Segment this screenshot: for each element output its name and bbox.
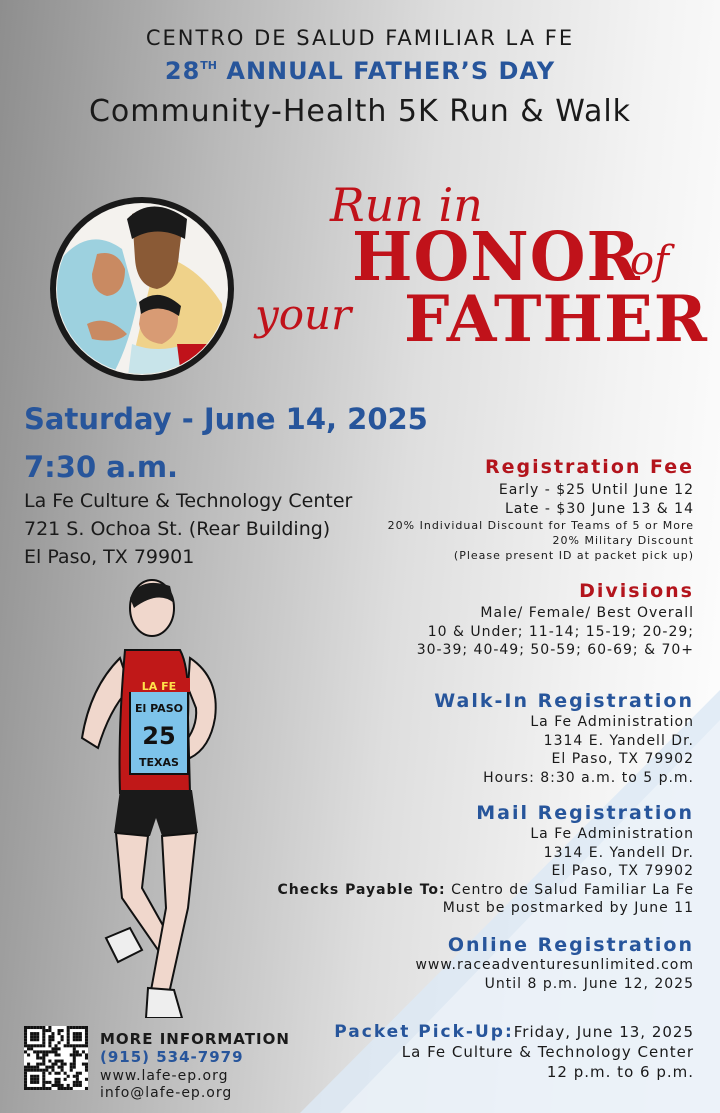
mail-line: La Fe Administration bbox=[530, 826, 694, 842]
packet-header bbox=[334, 1022, 694, 1042]
postmark-line: Must be postmarked by June 11 bbox=[442, 900, 694, 916]
slogan-father: FATHER bbox=[404, 282, 708, 357]
org-name: CENTRO DE SALUD FAMILIAR LA FE bbox=[145, 26, 575, 50]
mail-section bbox=[278, 802, 694, 918]
section-title: Walk-In Registration bbox=[434, 690, 694, 712]
slogan-of: of bbox=[630, 238, 669, 284]
walk-in-line: Hours: 8:30 a.m. to 5 p.m. bbox=[483, 769, 694, 786]
qr-code-icon[interactable] bbox=[24, 1026, 88, 1090]
walk-in-line: 1314 E. Yandell Dr. bbox=[543, 732, 694, 749]
packet-line: La Fe Culture & Technology Center bbox=[401, 1043, 694, 1061]
annual-number: 28 bbox=[164, 57, 201, 85]
event-date: Saturday - June 14, 2025 bbox=[24, 402, 428, 436]
bib-city: El PASO bbox=[135, 702, 183, 715]
event-title: Community-Health 5K Run & Walk bbox=[88, 94, 632, 129]
section-title: Divisions bbox=[579, 580, 694, 602]
checks-payable bbox=[278, 881, 694, 900]
family-emblem-icon bbox=[47, 194, 237, 384]
venue-line: El Paso, TX 79901 bbox=[24, 546, 195, 568]
section-title: Packet Pick-Up: bbox=[334, 1022, 514, 1042]
packet-line: 12 p.m. to 6 p.m. bbox=[546, 1063, 694, 1081]
online-deadline: Until 8 p.m. June 12, 2025 bbox=[484, 975, 694, 992]
registration-fee-section bbox=[388, 456, 694, 563]
online-section bbox=[415, 934, 694, 993]
more-info-title: MORE INFORMATION bbox=[100, 1030, 290, 1048]
event-time: 7:30 a.m. bbox=[24, 450, 179, 484]
online-url[interactable]: www.raceadventuresunlimited.com bbox=[415, 957, 694, 973]
divisions-section bbox=[417, 580, 694, 660]
bib-number: 25 bbox=[142, 722, 176, 750]
venue-line: 721 S. Ochoa St. (Rear Building) bbox=[24, 518, 331, 540]
annual-title bbox=[0, 57, 720, 85]
fee-line: Early - $25 Until June 12 bbox=[498, 482, 694, 498]
mail-line: 1314 E. Yandell Dr. bbox=[543, 844, 694, 861]
walk-in-line: El Paso, TX 79902 bbox=[551, 751, 694, 767]
checks-value: Centro de Salud Familiar La Fe bbox=[445, 881, 694, 898]
walk-in-section bbox=[434, 690, 694, 787]
division-line: Male/ Female/ Best Overall bbox=[480, 605, 694, 621]
bib-top: LA FE bbox=[141, 680, 177, 693]
slogan-your: your bbox=[255, 290, 352, 339]
annual-rest: ANNUAL FATHER’S DAY bbox=[217, 57, 556, 85]
section-title: Mail Registration bbox=[476, 802, 694, 824]
annual-suffix: TH bbox=[200, 59, 218, 72]
venue-line: La Fe Culture & Technology Center bbox=[24, 490, 353, 512]
slogan-honor: HONOR bbox=[352, 218, 641, 297]
bib-state: TEXAS bbox=[139, 756, 179, 769]
more-info-email[interactable]: info@lafe-ep.org bbox=[100, 1085, 233, 1101]
division-line: 10 & Under; 11-14; 15-19; 20-29; bbox=[427, 623, 694, 640]
section-title: Registration Fee bbox=[485, 456, 694, 478]
more-info-website[interactable]: www.lafe-ep.org bbox=[100, 1068, 229, 1084]
section-title: Online Registration bbox=[447, 934, 694, 956]
mail-line: El Paso, TX 79902 bbox=[551, 863, 694, 879]
slogan-run-in: Run in bbox=[330, 178, 483, 232]
fee-note: (Please present ID at packet pick up) bbox=[453, 549, 694, 562]
packet-date: Friday, June 13, 2025 bbox=[513, 1023, 694, 1041]
fee-note: 20% Military Discount bbox=[552, 534, 694, 547]
runner-illustration bbox=[70, 578, 250, 1018]
packet-section bbox=[334, 1022, 694, 1082]
more-info-phone[interactable]: (915) 534-7979 bbox=[100, 1048, 244, 1066]
checks-label: Checks Payable To: bbox=[277, 881, 446, 898]
fee-note: 20% Individual Discount for Teams of 5 or More bbox=[387, 519, 694, 532]
fee-line: Late - $30 June 13 & 14 bbox=[505, 500, 694, 517]
division-line: 30-39; 40-49; 50-59; 60-69; & 70+ bbox=[416, 642, 694, 658]
walk-in-line: La Fe Administration bbox=[530, 714, 694, 730]
